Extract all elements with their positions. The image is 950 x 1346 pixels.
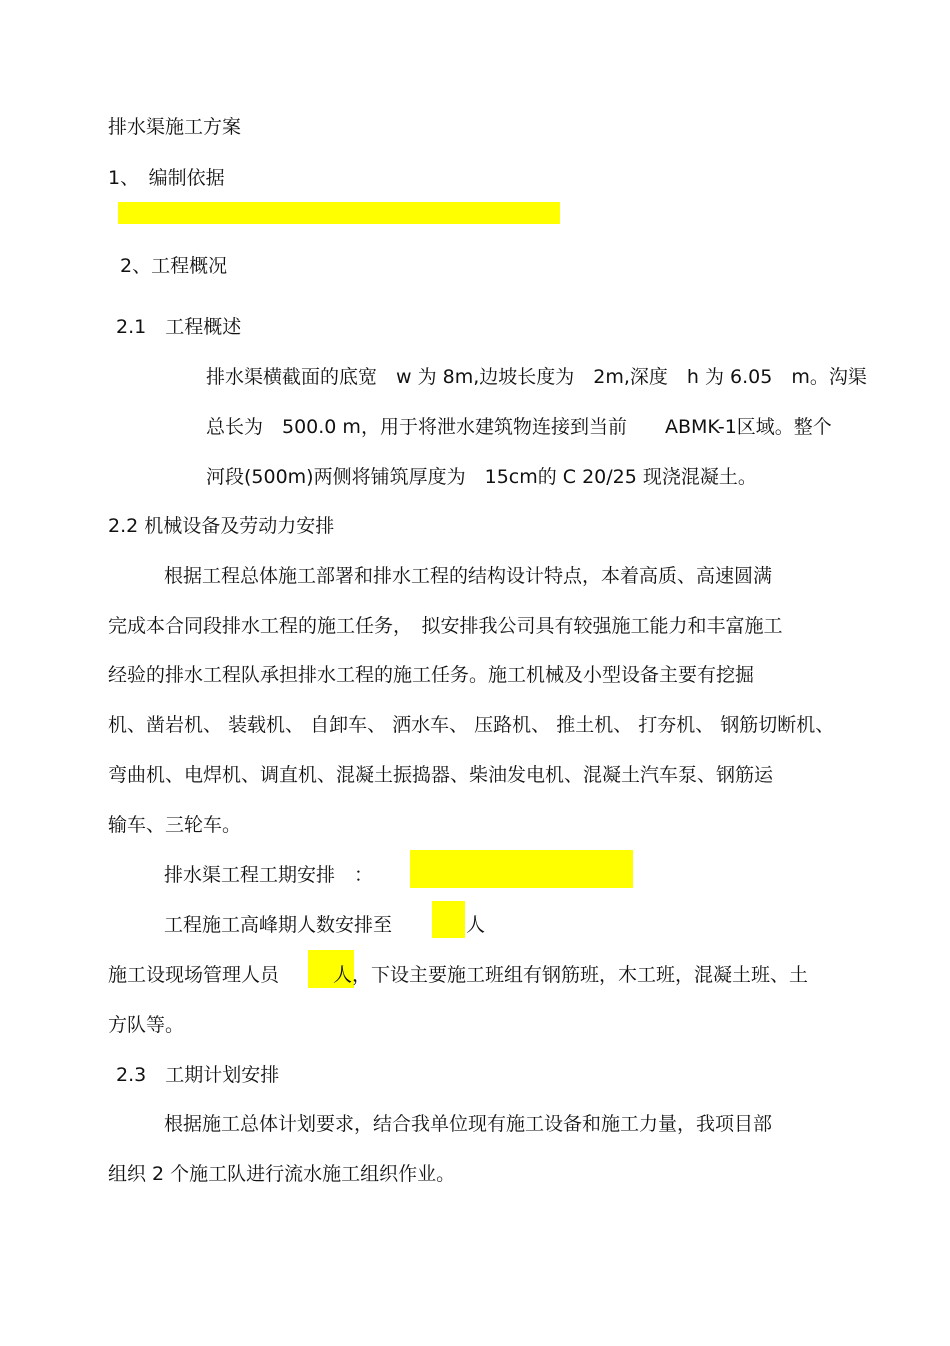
section-2-heading: 2、工程概况 (120, 255, 228, 277)
peak-label: 工程施工高峰期人数安排至 (164, 914, 393, 936)
highlight-redacted-basis (118, 202, 560, 224)
mgmt-label: 施工设现场管理人员 (108, 964, 280, 986)
mgmt-continuation: 方队等。 (108, 1014, 185, 1036)
section-2-3-heading: 2.3 工期计划安排 (116, 1064, 280, 1086)
section-2-1-heading: 2.1 工程概述 (116, 316, 242, 338)
para-2-2-line-1: 根据工程总体施工部署和排水工程的结构设计特点，本着高质、高速圆满 (164, 565, 773, 587)
para-2-2-line-5: 弯曲机、电焊机、调直机、混凝土振捣器、柴油发电机、混凝土汽车泵、钢筋运 (108, 764, 774, 786)
mgmt-unit: 人 (333, 964, 353, 986)
para-2-1-line-1: 排水渠横截面的底宽 w 为 8m,边坡长度为 2m,深度 h 为 6.05 m。沟渠 (206, 366, 867, 388)
mgmt-rest: ，下设主要施工班组有钢筋班，木工班，混凝土班、土 (352, 964, 809, 986)
para-2-1-line-3: 河段(500m)两侧将铺筑厚度为 15cm的 C 20/25 现浇混凝土。 (206, 466, 757, 488)
para-2-1-line-2: 总长为 500.0 m，用于将泄水建筑物连接到当前 ABMK-1区域。整个 (206, 416, 832, 438)
section-1-heading: 1、 编制依据 (108, 167, 225, 189)
section-2-2-heading: 2.2 机械设备及劳动力安排 (108, 515, 335, 537)
highlight-redacted-schedule (410, 850, 633, 888)
schedule-label: 排水渠工程工期安排 ： (164, 864, 374, 886)
para-2-2-line-2: 完成本合同段排水工程的施工任务， 拟安排我公司具有较强施工能力和丰富施工 (108, 615, 783, 637)
para-2-3-line-2: 组织 2 个施工队进行流水施工组织作业。 (108, 1163, 456, 1185)
highlight-redacted-peak-count (432, 901, 465, 938)
para-2-2-line-3: 经验的排水工程队承担排水工程的施工任务。施工机械及小型设备主要有挖掘 (108, 664, 755, 686)
para-2-3-line-1: 根据施工总体计划要求，结合我单位现有施工设备和施工力量，我项目部 (164, 1113, 773, 1135)
peak-unit: 人 (466, 914, 486, 936)
doc-title: 排水渠施工方案 (108, 116, 242, 138)
para-2-2-line-6: 输车、三轮车。 (108, 814, 242, 836)
para-2-2-line-4: 机、凿岩机、 装载机、 自卸车、 洒水车、 压路机、 推土机、 打夯机、 钢筋切断机、 (108, 714, 835, 736)
